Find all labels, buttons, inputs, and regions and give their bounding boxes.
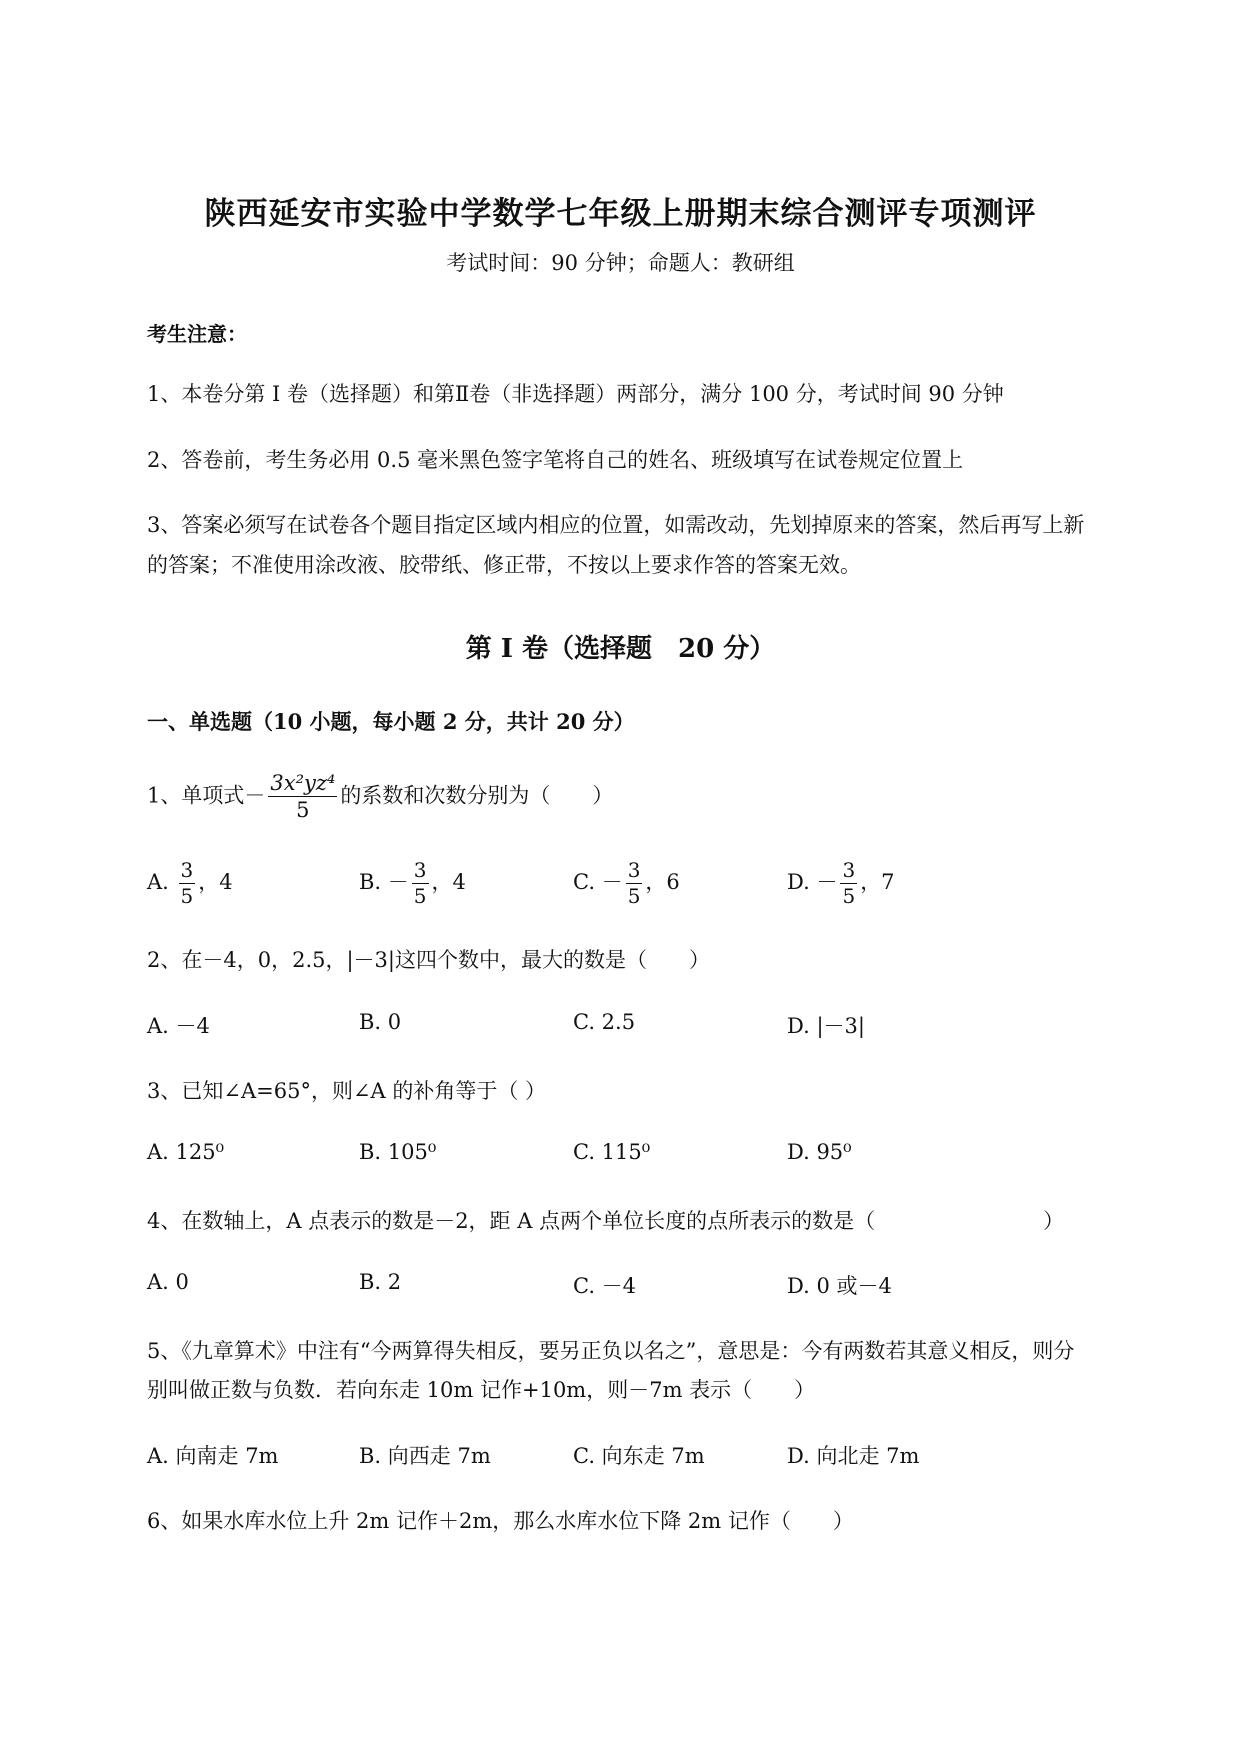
section-title: 第 I 卷（选择题 20 分） — [465, 634, 776, 664]
notice-heading: 考生注意： — [147, 322, 247, 346]
option-rest: ，4 — [198, 870, 233, 894]
option-fraction — [179, 858, 196, 909]
fraction-numerator: 3 — [842, 858, 856, 882]
option-label: A. — [147, 870, 169, 894]
option-sign: － — [601, 870, 623, 894]
question-5-line-1: 5、《九章算术》中注有“今两算得失相反，要另正负以名之”，意思是：今有两数若其意义相反，则分 — [147, 1339, 1075, 1363]
fraction-denominator: 5 — [296, 798, 310, 823]
option-b[interactable] — [359, 858, 466, 909]
fraction-numerator: 3 — [627, 858, 641, 882]
option-d[interactable]: D. 向北走 7m — [787, 1444, 920, 1468]
option-a[interactable]: A. －4 — [147, 1014, 210, 1038]
option-d[interactable]: D. 95⁰ — [787, 1140, 852, 1164]
fraction-denominator: 5 — [842, 884, 856, 908]
option-c[interactable]: C. 115⁰ — [573, 1140, 651, 1164]
question-5-line-2: 别叫做正数与负数．若向东走 10m 记作+10m，则－7m 表示（ ） — [147, 1378, 816, 1402]
question-2: 2、在－4，0，2.5，|－3|这四个数中，最大的数是（ ） — [147, 948, 710, 972]
option-fraction — [626, 858, 643, 909]
question-5-options — [147, 1440, 1047, 1480]
question-2-options — [147, 1010, 1047, 1050]
question-4-options — [147, 1270, 1047, 1310]
question-1-suffix: 的系数和次数分别为（ ） — [340, 783, 614, 808]
part-heading: 一、单选题（10 小题，每小题 2 分，共计 20 分） — [147, 709, 635, 734]
option-c[interactable]: C. 向东走 7m — [573, 1444, 705, 1468]
fraction-denominator: 5 — [180, 884, 194, 908]
option-a[interactable] — [147, 858, 233, 909]
fraction-denominator: 5 — [413, 884, 427, 908]
question-3: 3、已知∠A=65°，则∠A 的补角等于（ ） — [147, 1079, 547, 1103]
option-rest: ，6 — [645, 870, 680, 894]
option-label: C. — [573, 870, 595, 894]
exam-title: 陕西延安市实验中学数学七年级上册期末综合测评专项测评 — [204, 196, 1037, 232]
option-rest: ，4 — [431, 870, 466, 894]
option-fraction — [412, 858, 429, 909]
notice-rule-2: 2、答卷前，考生务必用 0.5 毫米黑色签字笔将自己的姓名、班级填写在试卷规定位置上 — [147, 448, 964, 472]
option-a[interactable]: A. 向南走 7m — [147, 1444, 279, 1468]
option-b[interactable]: B. 2 — [359, 1270, 402, 1294]
fraction-numerator: 3 — [180, 858, 194, 882]
question-4: 4、在数轴上，A 点表示的数是－2，距 A 点两个单位长度的点所表示的数是（ ） — [147, 1209, 1065, 1233]
option-label: B. — [359, 870, 382, 894]
question-3-options — [147, 1140, 1047, 1180]
option-d[interactable] — [787, 858, 895, 909]
question-6: 6、如果水库水位上升 2m 记作＋2m，那么水库水位下降 2m 记作（ ） — [147, 1509, 854, 1533]
option-fraction — [840, 858, 857, 909]
option-label: D. — [787, 870, 810, 894]
option-c[interactable]: C. 2.5 — [573, 1010, 636, 1034]
notice-rule-3: 3、答案必须写在试卷各个题目指定区域内相应的位置，如需改动，先划掉原来的答案，然后再写上新 — [147, 513, 1085, 537]
option-d[interactable]: D. 0 或－4 — [787, 1274, 892, 1298]
fraction-denominator: 5 — [627, 884, 641, 908]
option-c[interactable]: C. －4 — [573, 1274, 637, 1298]
option-c[interactable] — [573, 858, 680, 909]
question-1-options — [147, 858, 1047, 908]
option-a[interactable]: A. 0 — [147, 1270, 189, 1294]
question-1-prefix: 1、单项式－ — [147, 783, 266, 808]
option-rest: ，7 — [860, 870, 895, 894]
notice-rule-3-cont: 的答案；不准使用涂改液、胶带纸、修正带，不按以上要求作答的答案无效。 — [147, 553, 861, 577]
option-b[interactable]: B. 向西走 7m — [359, 1444, 491, 1468]
fraction-numerator: 3 — [413, 858, 427, 882]
option-sign: － — [816, 870, 838, 894]
option-b[interactable]: B. 0 — [359, 1010, 402, 1034]
fraction-numerator: 3x²yz⁴ — [268, 770, 337, 797]
option-sign: － — [387, 870, 409, 894]
question-1-fraction — [268, 770, 337, 824]
option-b[interactable]: B. 105⁰ — [359, 1140, 437, 1164]
option-a[interactable]: A. 125⁰ — [147, 1140, 225, 1164]
exam-subtitle: 考试时间：90 分钟；命题人：教研组 — [446, 251, 795, 275]
question-1 — [147, 770, 613, 824]
option-d[interactable]: D. |－3| — [787, 1014, 865, 1038]
notice-rule-1: 1、本卷分第 I 卷（选择题）和第Ⅱ卷（非选择题）两部分，满分 100 分，考试时间 90 分钟 — [147, 382, 1004, 406]
